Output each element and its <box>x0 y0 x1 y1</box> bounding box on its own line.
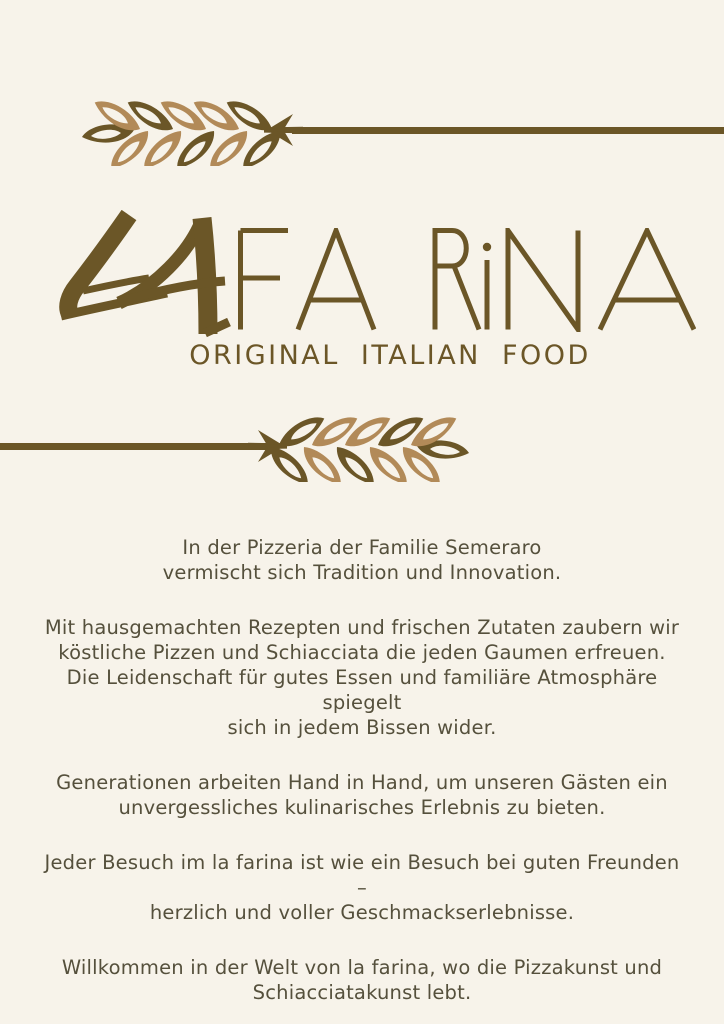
wheat-ear-icon <box>78 94 303 166</box>
intro-line: Jeder Besuch im la farina ist wie ein Besuch bei guten Freunden – <box>44 851 680 899</box>
intro-line: vermischt sich Tradition und Innovation. <box>162 561 562 584</box>
intro-line: herzlich und voller Geschmackserlebnisse. <box>149 901 575 924</box>
intro-paragraph <box>42 615 682 740</box>
intro-text <box>42 535 682 1005</box>
intro-line: In der Pizzeria der Familie Semeraro <box>182 536 542 559</box>
brand-tagline: ORIGINAL ITALIAN FOOD <box>189 340 591 371</box>
intro-line: Generationen arbeiten Hand in Hand, um unseren Gästen ein <box>56 771 668 794</box>
logo-farina-wordmark <box>238 228 696 332</box>
wheat-ear-icon <box>248 410 473 482</box>
intro-line: Mit hausgemachten Rezepten und frischen Zutaten zaubern wir <box>44 616 680 639</box>
intro-line: unvergessliches kulinarisches Erlebnis zu bieten. <box>118 796 606 819</box>
intro-line: Die Leidenschaft für gutes Essen und familiäre Atmosphäre spiegelt <box>66 666 658 714</box>
intro-paragraph <box>42 850 682 925</box>
intro-line: Willkommen in der Welt von la farina, wo die Pizzakunst und <box>61 956 663 979</box>
logo-la-brush <box>55 210 235 350</box>
intro-line: sich in jedem Bissen wider. <box>227 716 497 739</box>
intro-paragraph <box>42 770 682 820</box>
intro-paragraph <box>42 535 682 585</box>
intro-line: köstliche Pizzen und Schiacciata die jeden Gaumen erfreuen. <box>58 641 666 664</box>
stem-line-top <box>292 127 724 134</box>
intro-line: Schiacciatakunst lebt. <box>252 981 472 1004</box>
intro-paragraph <box>42 955 682 1005</box>
stem-line-mid <box>0 443 266 450</box>
